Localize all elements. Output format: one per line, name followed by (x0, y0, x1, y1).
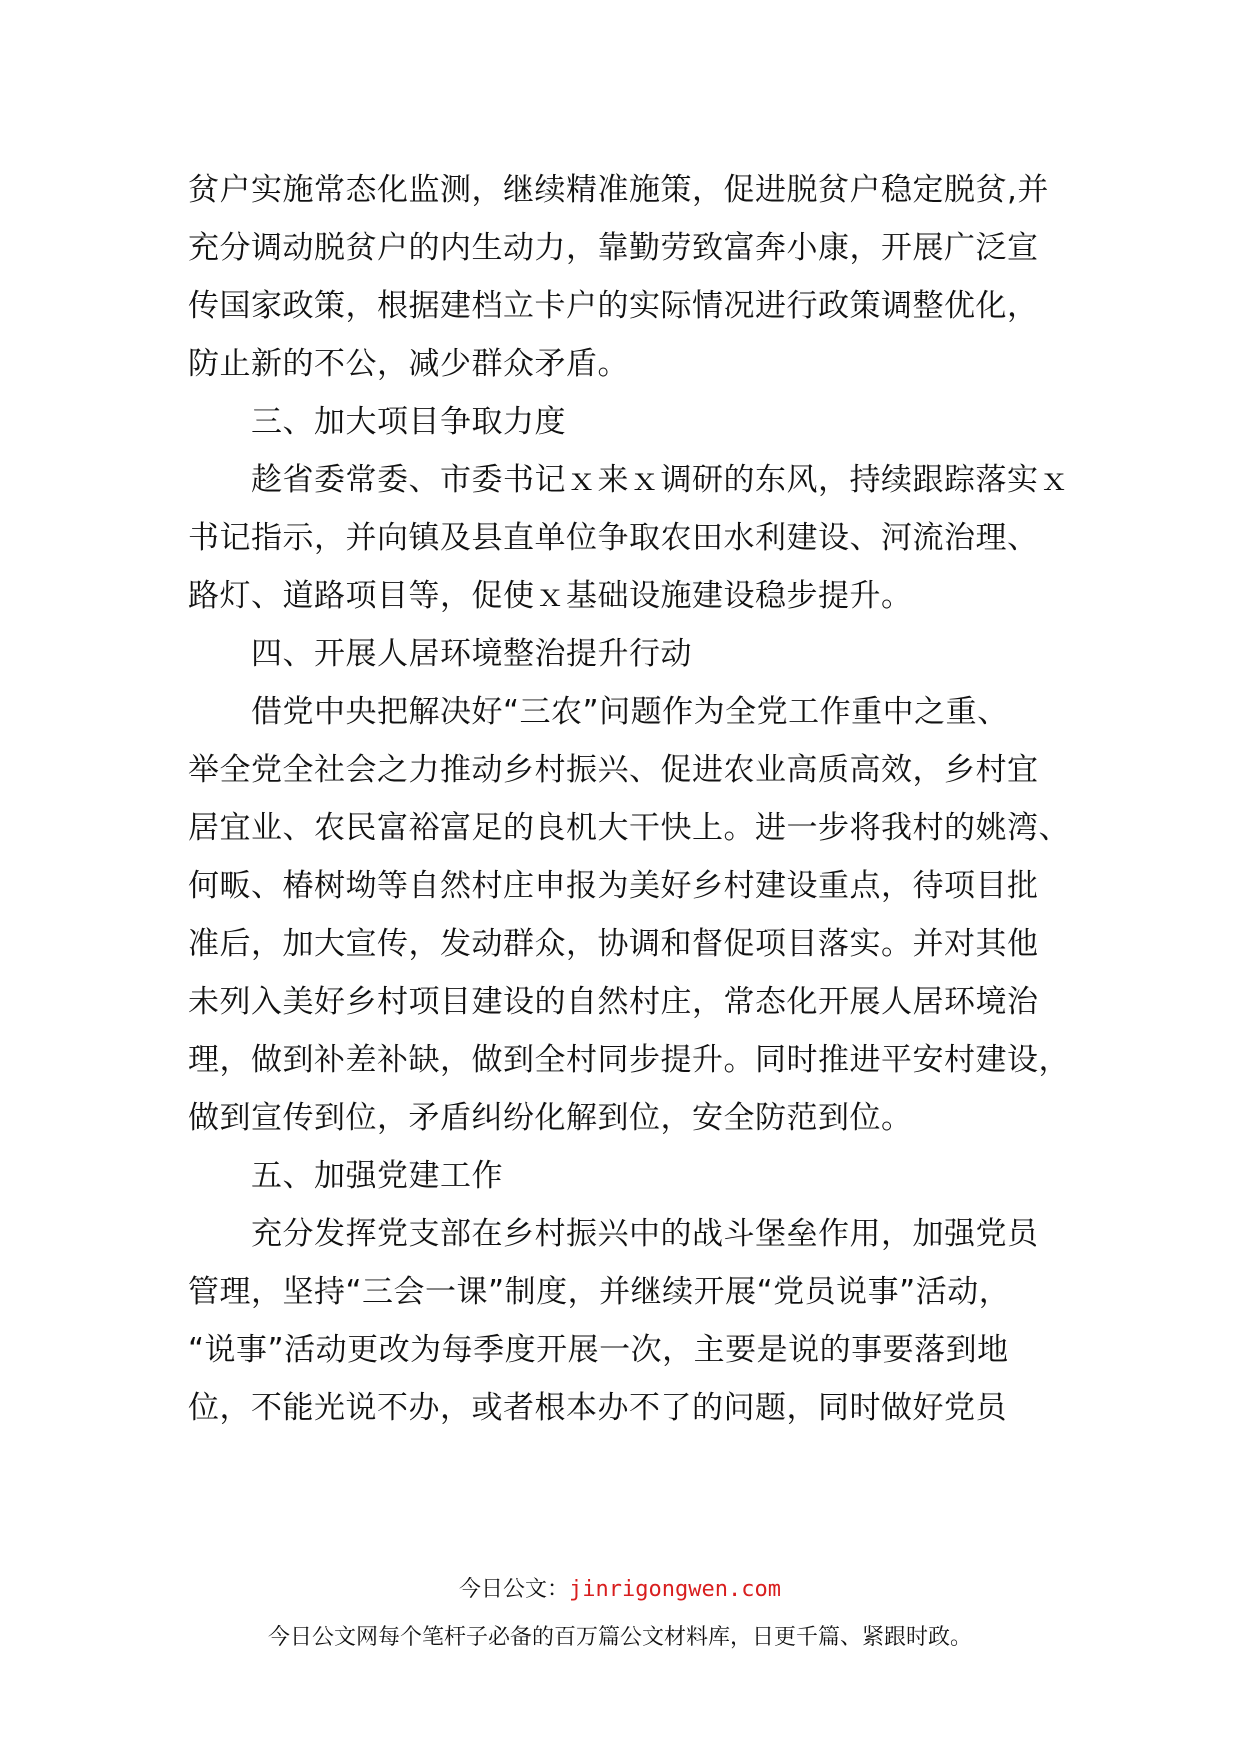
paragraph-line: 未列入美好乡村项目建设的自然村庄，常态化开展人居环境治 (188, 984, 1039, 1020)
paragraph-line: 充分调动脱贫户的内生动力，靠勤劳致富奔小康，开展广泛宣 (188, 230, 1039, 266)
section-heading: 五、加强党建工作 (251, 1158, 503, 1194)
paragraph-line: 充分发挥党支部在乡村振兴中的战斗堡垒作用，加强党员 (251, 1216, 1039, 1252)
paragraph-line: 管理，坚持“三会一课”制度，并继续开展“党员说事”活动， (188, 1274, 1011, 1310)
paragraph-line: 书记指示，并向镇及县直单位争取农田水利建设、河流治理、 (188, 520, 1039, 556)
paragraph-line: 准后，加大宣传，发动群众，协调和督促项目落实。并对其他 (188, 926, 1039, 962)
paragraph-line: 做到宣传到位，矛盾纠纷化解到位，安全防范到位。 (188, 1100, 913, 1136)
footer-site-link[interactable]: jinrigongwen.com (569, 1577, 781, 1602)
paragraph-line: 贫户实施常态化监测，继续精准施策，促进脱贫户稳定脱贫,并 (188, 172, 1049, 208)
paragraph-line: 举全党全社会之力推动乡村振兴、促进农业高质高效，乡村宜 (188, 752, 1039, 788)
paragraph-line: 借党中央把解决好“三农”问题作为全党工作重中之重、 (251, 694, 1009, 730)
paragraph-line: 何畈、椿树坳等自然村庄申报为美好乡村建设重点，待项目批 (188, 868, 1039, 904)
paragraph-line: 趁省委常委、市委书记ｘ来ｘ调研的东风，持续跟踪落实ｘ (251, 462, 1070, 498)
paragraph-line: 传国家政策，根据建档立卡户的实际情况进行政策调整优化， (188, 288, 1039, 324)
footer-site-line (0, 1572, 1240, 1603)
paragraph-line: 居宜业、农民富裕富足的良机大干快上。进一步将我村的姚湾、 (188, 810, 1070, 846)
paragraph-line: 路灯、道路项目等，促使ｘ基础设施建设稳步提升。 (188, 578, 913, 614)
footer-slogan: 今日公文网每个笔杆子必备的百万篇公文材料库，日更千篇、紧跟时政。 (267, 1625, 972, 1650)
section-heading: 三、加大项目争取力度 (251, 404, 566, 440)
paragraph-line: 理，做到补差补缺，做到全村同步提升。同时推进平安村建设， (188, 1042, 1070, 1078)
section-heading: 四、开展人居环境整治提升行动 (251, 636, 692, 672)
paragraph-line: 防止新的不公，减少群众矛盾。 (188, 346, 629, 382)
paragraph-line: “说事”活动更改为每季度开展一次，主要是说的事要落到地 (188, 1332, 1009, 1368)
paragraph-line: 位，不能光说不办，或者根本办不了的问题，同时做好党员 (188, 1390, 1007, 1426)
footer-site-prefix: 今日公文： (459, 1577, 570, 1602)
